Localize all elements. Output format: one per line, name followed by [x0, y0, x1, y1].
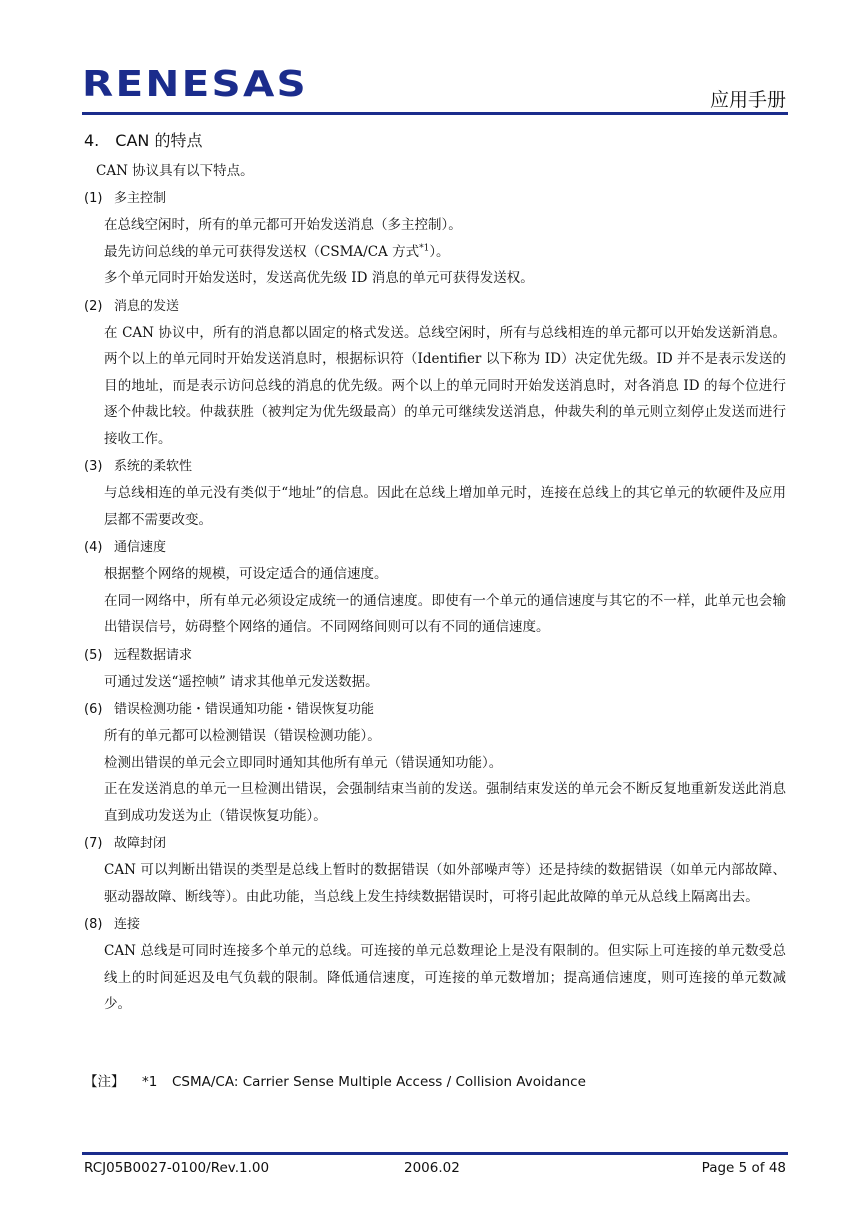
item-number: (6): [84, 702, 103, 717]
note-label: 【注】: [84, 1074, 125, 1090]
feature-item-7: [84, 831, 786, 910]
item-paragraph: 在 CAN 协议中，所有的消息都以固定的格式发送。总线空闲时，所有与总线相连的单元都可以开始发送新消息。两个以上的单元同时开始发送消息时，根据标识符（Identifier 以下称为 ID）决定优先级。ID 并不是表示发送的目的地址，而是表示访问总线的消息的优先级。两个以上的单元同时开始发送消息时，对各消息 ID 的每个位进行逐个仲裁比较。仲裁获胜（被判定为优先级最高）的单元可继续发送消息，仲裁失利的单元则立刻停止发送而进行接收工作。: [104, 324, 786, 447]
item-number: (1): [84, 191, 103, 206]
item-heading: [84, 186, 786, 212]
item-title: 故障封闭: [114, 836, 167, 851]
item-paragraph: 在同一网络中，所有单元必须设定成统一的通信速度。即使有一个单元的通信速度与其它的不一样，此单元也会输出错误信号，妨碍整个网络的通信。不同网络间则可以有不同的通信速度。: [104, 592, 786, 635]
item-heading: [84, 697, 786, 723]
item-title: 多主控制: [114, 191, 167, 206]
item-number: (7): [84, 836, 103, 851]
item-heading: [84, 535, 786, 561]
item-heading: [84, 454, 786, 480]
footer-date: 2006.02: [404, 1160, 460, 1176]
section-number: 4.: [84, 131, 100, 150]
section-title: [84, 128, 202, 151]
feature-item-6: [84, 697, 786, 829]
item-heading: [84, 912, 786, 938]
header-rule: [82, 112, 788, 115]
item-title: 连接: [114, 917, 141, 932]
footnote-ref: *1: [419, 243, 430, 253]
item-title: 消息的发送: [114, 298, 180, 314]
item-number: (8): [84, 917, 103, 932]
item-title: 通信速度: [114, 540, 167, 555]
item-paragraph: 检测出错误的单元会立即同时通知其他所有单元（错误通知功能）。: [104, 754, 503, 771]
section-intro: CAN 协议具有以下特点。: [96, 163, 254, 179]
feature-item-4: [84, 535, 786, 641]
item-number: (2): [84, 298, 103, 314]
footer-page-number: Page 5 of 48: [701, 1160, 786, 1176]
item-paragraph: 正在发送消息的单元一旦检测出错误，会强制结束当前的发送。强制结束发送的单元会不断反复地重新发送此消息直到成功发送为止（错误恢复功能）。: [104, 781, 786, 824]
renesas-logo: [82, 64, 310, 104]
item-heading: [84, 831, 786, 857]
item-paragraph: 可通过发送“遥控帧” 请求其他单元发送数据。: [104, 673, 379, 690]
item-title: 系统的柔软性: [114, 459, 193, 474]
section-title-text: CAN 的特点: [115, 131, 203, 150]
item-paragraph: 所有的单元都可以检测错误（错误检测功能）。: [104, 728, 381, 744]
item-title: 远程数据请求: [114, 647, 193, 663]
feature-item-1: [84, 186, 786, 292]
feature-item-3: [84, 454, 786, 533]
item-paragraph: 多个单元同时开始发送时，发送高优先级 ID 消息的单元可获得发送权。: [104, 270, 534, 286]
item-number: (3): [84, 459, 103, 474]
main-content: [84, 158, 786, 1018]
item-paragraph: 根据整个网络的规模，可设定适合的通信速度。: [104, 566, 388, 582]
note-index: *1: [142, 1074, 158, 1090]
item-title: 错误检测功能・错误通知功能・错误恢复功能: [114, 702, 375, 717]
item-heading: [84, 643, 786, 669]
item-paragraph: 与总线相连的单元没有类似于“地址”的信息。因此在总线上增加单元时，连接在总线上的其它单元的软硬件及应用层都不需要改变。: [104, 485, 786, 528]
feature-item-5: [84, 643, 786, 696]
item-heading: [84, 294, 786, 320]
document-type: 应用手册: [709, 89, 786, 111]
item-number: (4): [84, 540, 103, 555]
footer-rule: [82, 1152, 788, 1155]
note-text: CSMA/CA: Carrier Sense Multiple Access / Collision Avoidance: [172, 1074, 586, 1090]
feature-item-8: [84, 912, 786, 1018]
svg-text:RENESAS: RENESAS: [82, 64, 308, 104]
footer-doc-id: RCJ05B0027-0100/Rev.1.00: [84, 1160, 270, 1176]
item-paragraph: 在总线空闲时，所有的单元都可开始发送消息（多主控制）。: [104, 217, 462, 233]
item-paragraph: 最先访问总线的单元可获得发送权（CSMA/CA 方式$^{*1}$）。: [104, 243, 450, 260]
footnote: [84, 1070, 586, 1090]
item-paragraph: CAN 可以判断出错误的类型是总线上暂时的数据错误（如外部噪声等）还是持续的数据错误（如单元内部故障、驱动器故障、断线等）。由此功能，当总线上发生持续数据错误时，可将引起此故障的单元从总线上隔离出去。: [104, 862, 786, 905]
feature-item-2: [84, 294, 786, 453]
item-paragraph: CAN 总线是可同时连接多个单元的总线。可连接的单元总数理论上是没有限制的。但实际上可连接的单元数受总线上的时间延迟及电气负载的限制。降低通信速度，可连接的单元数增加；提高通信速度，则可连接的单元数减少。: [104, 943, 786, 1012]
item-number: (5): [84, 647, 103, 663]
